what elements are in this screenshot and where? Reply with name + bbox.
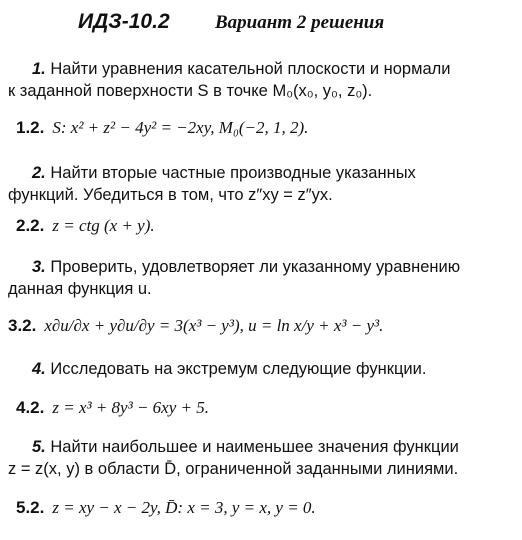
task-text-line: Проверить, удовлетворяет ли указанному уравнению [50, 258, 461, 276]
task-5-solution [16, 498, 316, 518]
task-number: 5. [32, 438, 46, 456]
task-3-solution [8, 316, 383, 336]
assignment-code: ИДЗ-10.2 [78, 10, 170, 33]
task-4-statement [8, 358, 504, 380]
solution-number: 3.2. [8, 316, 37, 335]
solution-number: 1.2. [16, 118, 45, 137]
task-number: 1. [32, 60, 46, 78]
task-text-line: Найти уравнения касательной плоскости и нормали [50, 60, 451, 78]
task-text-line: z = z(x, y) в области D̄, ограниченной заданными линиями. [8, 460, 459, 478]
task-1-statement [8, 58, 504, 102]
solution-number: 5.2. [16, 498, 45, 517]
solution-expression: z = ctg (x + y). [52, 216, 155, 235]
solution-number: 4.2. [16, 398, 45, 417]
task-number: 2. [32, 164, 46, 182]
task-1-solution [16, 118, 308, 138]
task-4-solution [16, 398, 209, 418]
solution-number: 2.2. [16, 216, 45, 235]
task-5-statement [8, 436, 504, 480]
task-2-solution [16, 216, 155, 236]
task-2-statement [8, 162, 504, 206]
variant-title: Вариант 2 решения [215, 12, 385, 33]
task-text-line: Исследовать на экстремум следующие функции. [50, 360, 427, 378]
solution-expression: z = xy − x − 2y, D̄: x = 3, y = x, y = 0. [52, 498, 316, 517]
task-number: 4. [32, 360, 46, 378]
solution-expression: x∂u/∂x + y∂u/∂y = 3(x³ − y³), u = ln x/y + x³ − y³. [44, 316, 384, 335]
solution-expression: z = x³ + 8y³ − 6xy + 5. [52, 398, 209, 417]
task-text-line: функций. Убедиться в том, что z″xy = z″yx. [8, 186, 333, 204]
document-header [0, 10, 522, 40]
task-text-line: к заданной поверхности S в точке M₀(x₀, y₀, z₀). [8, 82, 373, 100]
solution-expression: S: x² + z² − 4y² = −2xy, M₀(−2, 1, 2). [52, 118, 309, 137]
task-text-line: данная функция u. [8, 280, 152, 298]
task-text-line: Найти вторые частные производные указанных [50, 164, 416, 182]
task-text-line: Найти наибольшее и наименьшее значения функции [50, 438, 459, 456]
task-number: 3. [32, 258, 46, 276]
task-3-statement [8, 256, 504, 300]
